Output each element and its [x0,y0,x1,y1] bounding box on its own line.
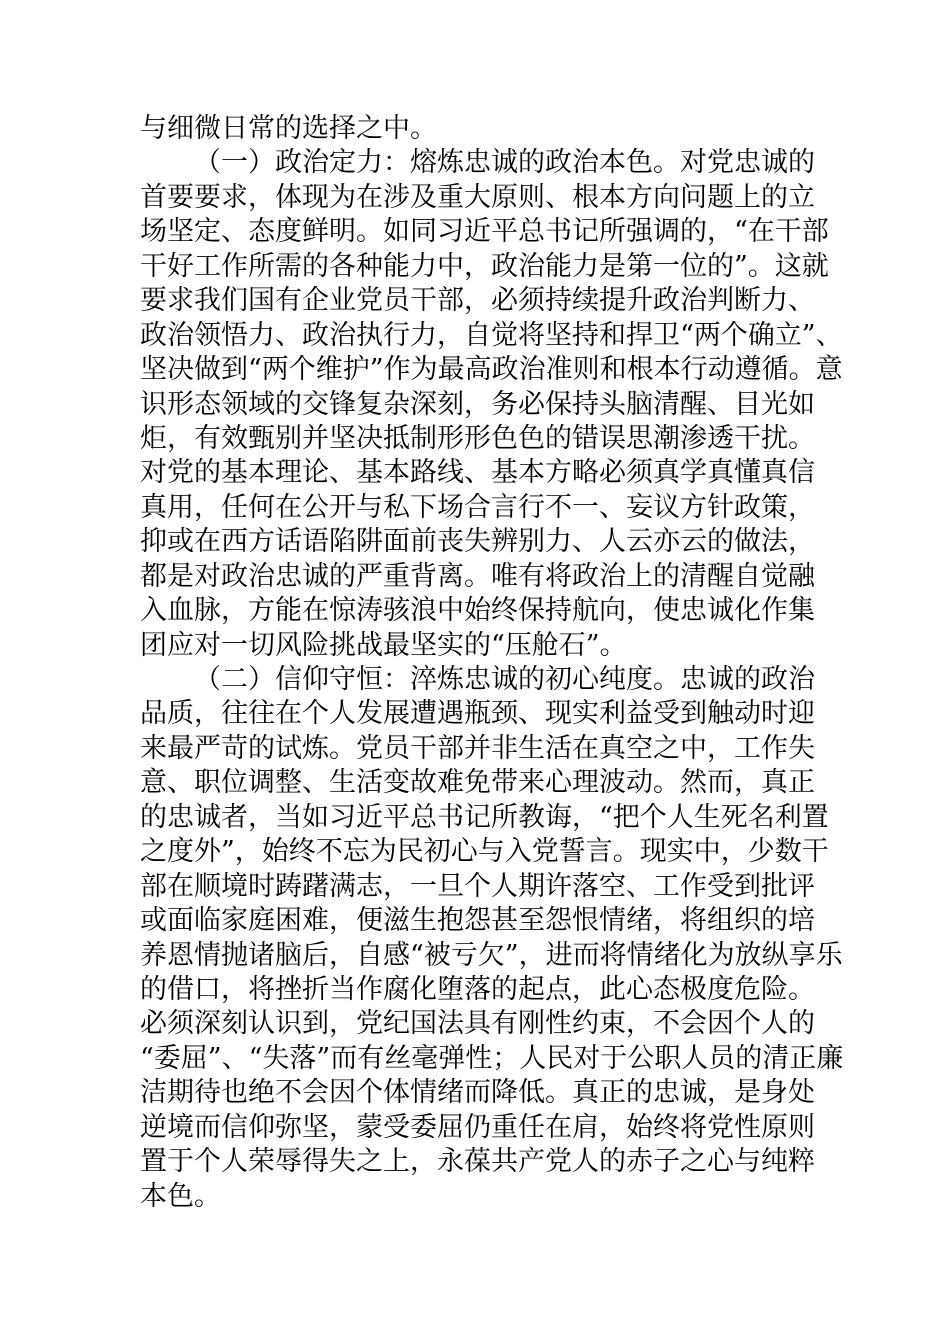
text-line: 坚决做到“两个维护”作为最高政治准则和根本行动遵循。意 [140,354,843,386]
text-line: 部在顺境时踌躇满志，一旦个人期许落空、工作受到批评 [140,870,815,902]
text-line: 干好工作所需的各种能力中，政治能力是第一位的”。这就 [140,250,829,282]
text-line: 炬，有效甄别并坚决抵制形形色色的错误思潮渗透干扰。 [140,422,815,454]
text-line: 置于个人荣辱得失之上，永葆共产党人的赤子之心与纯粹 [140,1146,815,1178]
section-heading-line: （二）信仰守恒：淬炼忠诚的初心纯度。忠诚的政治 [194,664,815,695]
text-line: 对党的基本理论、基本路线、基本方略必须真学真懂真信 [140,457,815,489]
text-line: 与细微日常的选择之中。 [140,113,437,144]
text-line: 养恩情抛诸脑后，自感“被亏欠”，进而将情绪化为放纵享乐 [140,939,843,971]
text-line: 来最严苛的试炼。党员干部并非生活在真空之中，工作失 [140,732,815,764]
section-heading-line: （一）政治定力：熔炼忠诚的政治本色。对党忠诚的 [194,147,815,179]
text-line: 要求我们国有企业党员干部，必须持续提升政治判断力、 [140,285,815,317]
text-line: 意、职位调整、生活变故难免带来心理波动。然而，真正 [140,767,815,799]
text-line: 团应对一切风险挑战最坚实的“压舱石”。 [140,629,627,661]
text-line: 之度外”，始终不忘为民初心与入党誓言。现实中，少数干 [140,836,829,868]
text-line: 政治领悟力、政治执行力，自觉将坚持和捍卫“两个确立”、 [140,319,843,351]
text-line: 识形态领域的交锋复杂深刻，务必保持头脑清醒、目光如 [140,388,815,420]
text-line: “委屈”、“失落”而有丝毫弹性；人民对于公职人员的清正廉 [140,1042,844,1074]
text-line: 入血脉，方能在惊涛骇浪中始终保持航向，使忠诚化作集 [140,595,815,627]
text-line: 洁期待也绝不会因个体情绪而降低。真正的忠诚，是身处 [140,1077,815,1109]
text-line: 首要要求，体现为在涉及重大原则、根本方向问题上的立 [140,181,815,213]
text-line: 都是对政治忠诚的严重背离。唯有将政治上的清醒自觉融 [140,560,815,592]
text-line: 抑或在西方话语陷阱面前丧失辨别力、人云亦云的做法， [140,526,815,558]
text-line: 的忠诚者，当如习近平总书记所教诲，“把个人生死名利置 [140,801,829,833]
text-line: 必须深刻认识到，党纪国法具有刚性约束，不会因个人的 [140,1008,815,1040]
document-page [140,112,844,1214]
text-line: 本色。 [140,1180,221,1212]
text-line: 的借口，将挫折当作腐化堕落的起点，此心态极度危险。 [140,973,815,1005]
text-line: 逆境而信仰弥坚，蒙受委屈仍重任在肩，始终将党性原则 [140,1111,815,1143]
text-line: 场坚定、态度鲜明。如同习近平总书记所强调的，“在干部 [140,216,829,248]
text-line: 真用，任何在公开与私下场合言行不一、妄议方针政策， [140,491,815,523]
text-line: 品质，往往在个人发展遭遇瓶颈、现实利益受到触动时迎 [140,698,815,730]
text-line: 或面临家庭困难，便滋生抱怨甚至怨恨情绪，将组织的培 [140,905,815,937]
